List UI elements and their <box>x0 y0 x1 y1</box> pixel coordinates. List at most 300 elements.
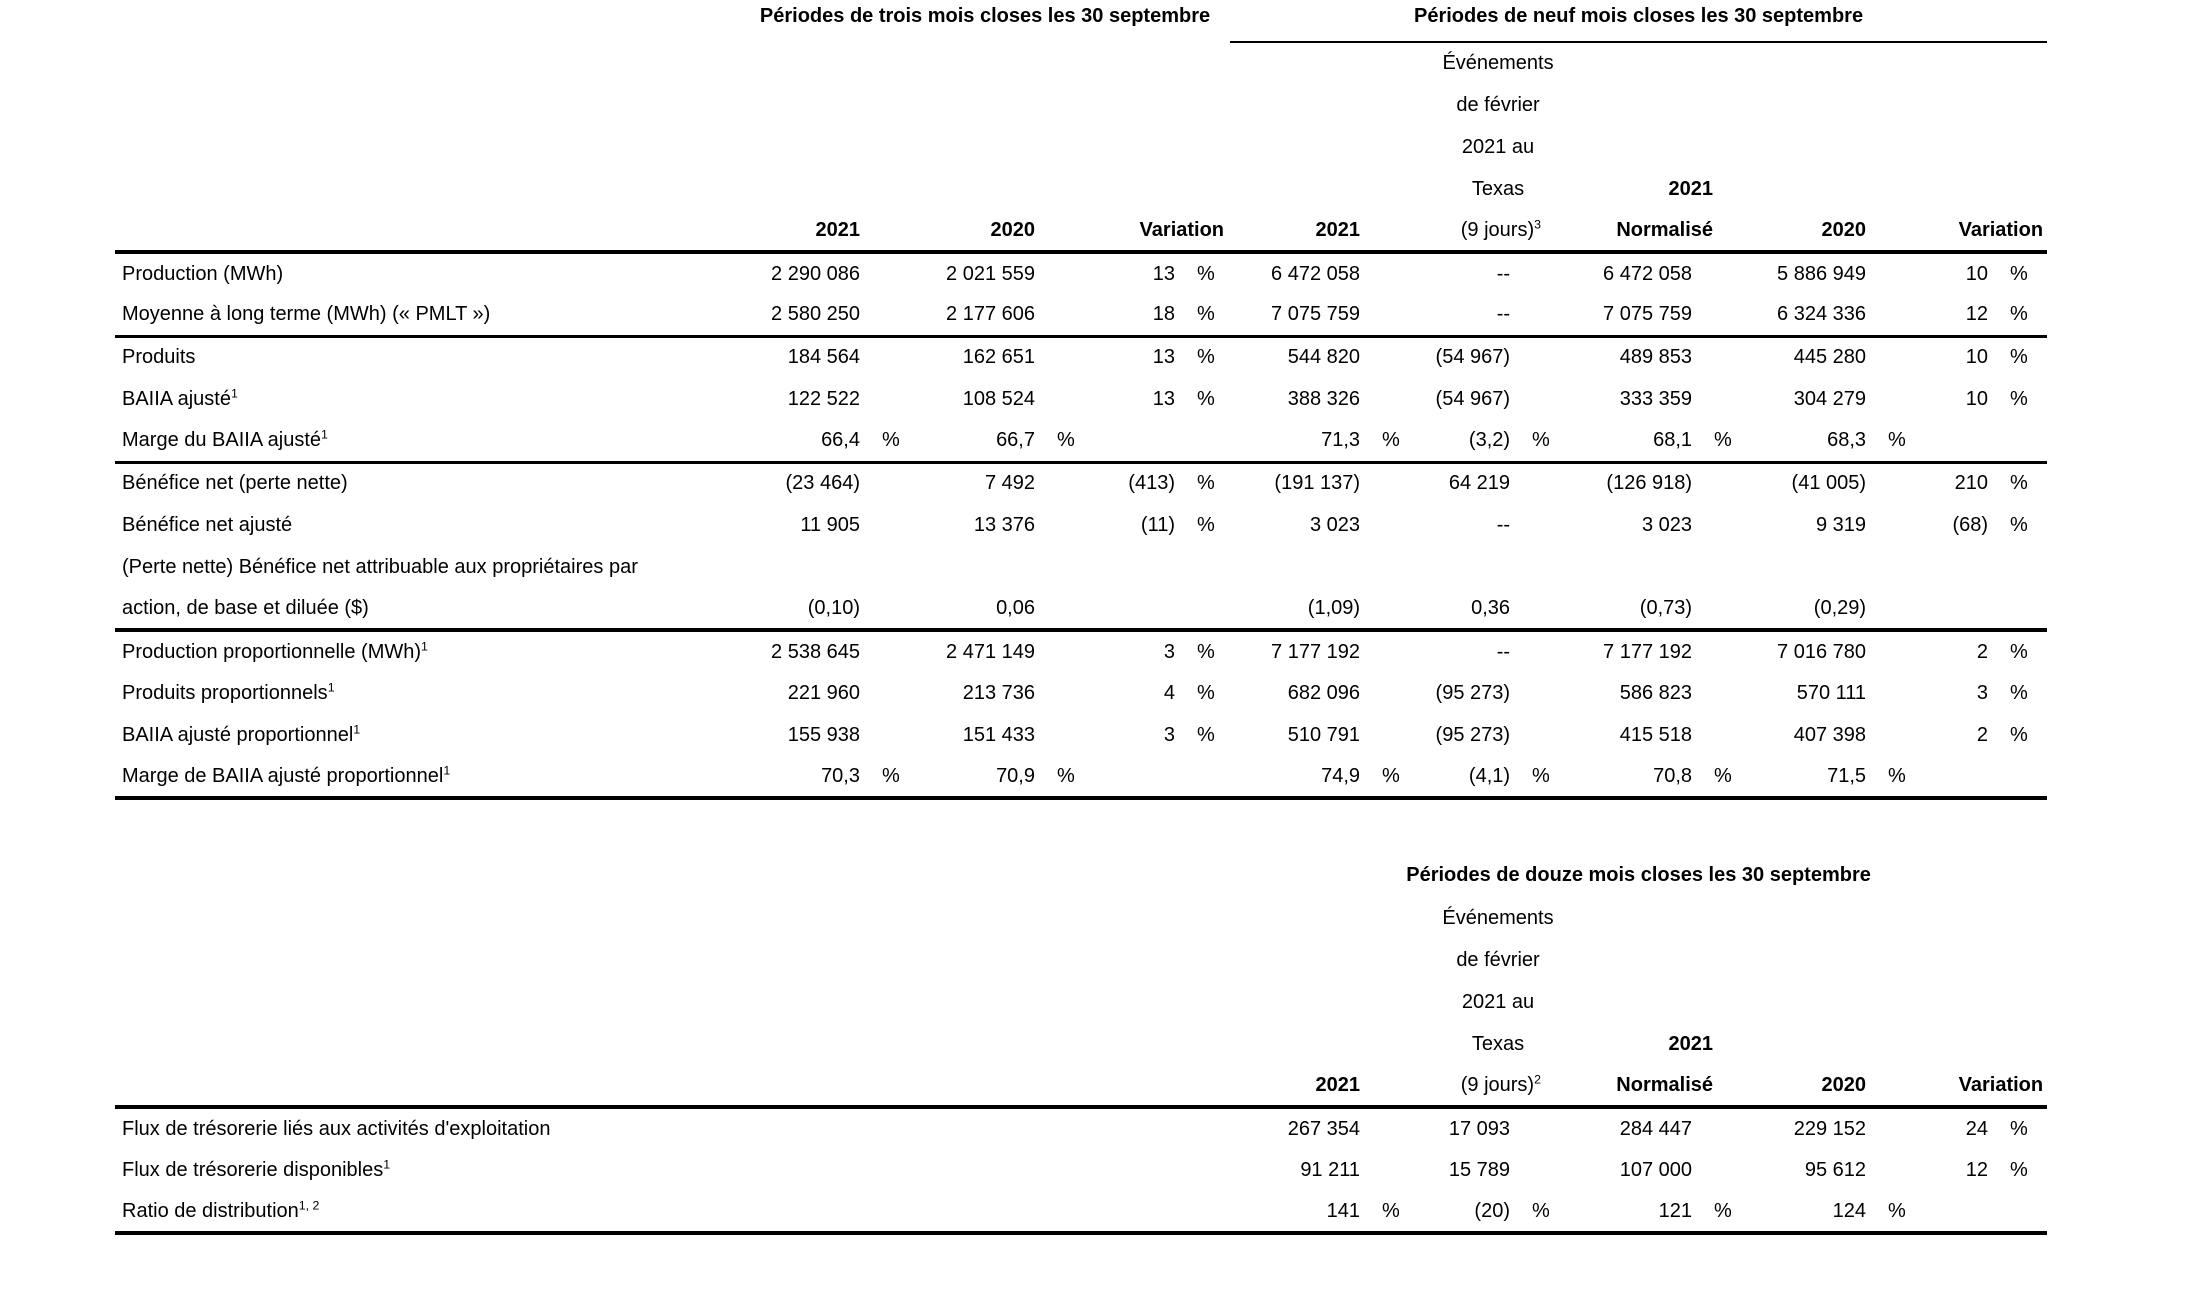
nine-days-footnote-sup: 2 <box>1534 1071 1541 1086</box>
col-header-2021-nine-month: 2021 <box>1230 210 1360 252</box>
percent-cell <box>1692 378 1737 420</box>
value-cell: 489 853 <box>1619 346 1693 369</box>
percent-cell: % <box>1035 420 1077 462</box>
stacked-header-row <box>115 168 2047 210</box>
value-cell <box>902 1191 1035 1233</box>
value-cell: 2 538 645 <box>771 640 860 663</box>
percent-cell <box>1510 1107 1555 1149</box>
row-label: BAIIA ajusté$^1$ <box>122 385 238 410</box>
col-header-2021-twelve-month: 2021 <box>1230 1065 1360 1107</box>
value-cell: 333 359 <box>1619 387 1693 410</box>
percent-cell <box>860 1149 902 1191</box>
percent-cell <box>1175 588 1230 630</box>
percent-cell: % <box>2010 723 2028 746</box>
value-cell: 70,8 <box>1555 756 1692 798</box>
percent-cell <box>1035 546 1077 588</box>
spacer-cell <box>115 981 1405 1023</box>
percent-cell <box>1360 378 1405 420</box>
percent-cell: % <box>2010 1117 2028 1140</box>
value-cell <box>1077 1149 1175 1191</box>
value-cell: 7 177 192 <box>1271 640 1361 663</box>
percent-cell: % <box>1197 723 1215 746</box>
spacer-cell <box>115 897 1405 939</box>
value-cell: 9 319 <box>1815 513 1867 536</box>
percent-cell <box>1035 630 1077 672</box>
percent-cell <box>1360 546 1405 588</box>
percent-cell: % <box>2010 640 2028 663</box>
value-cell: 2 580 250 <box>740 294 860 336</box>
percent-cell: % <box>860 756 902 798</box>
value-cell: 415 518 <box>1619 723 1693 746</box>
twelve-month-summary-table <box>115 853 2047 1235</box>
table-row <box>115 630 2047 672</box>
value-cell: 124 <box>1737 1191 1866 1233</box>
value-cell <box>1077 588 1175 630</box>
stacked-header-row <box>115 981 2047 1023</box>
value-cell: -- <box>1496 262 1511 285</box>
spacer-cell <box>115 210 740 252</box>
column-header-row <box>115 210 2047 252</box>
spacer-cell <box>1555 126 2047 168</box>
percent-cell: % <box>1866 420 1911 462</box>
percent-cell <box>1866 714 1911 756</box>
value-cell: 13 <box>1152 262 1175 285</box>
value-cell: 7 016 780 <box>1777 640 1867 663</box>
value-cell: 3 023 <box>1641 513 1693 536</box>
footnote-sup: 1 <box>443 762 451 777</box>
table-row <box>115 252 2047 294</box>
value-cell: 682 096 <box>1287 681 1361 704</box>
value-cell <box>740 1191 860 1233</box>
stacked-header-row <box>115 897 2047 939</box>
value-cell <box>1077 1107 1175 1149</box>
percent-cell <box>1360 462 1405 504</box>
spacer-cell <box>1866 210 1911 252</box>
table-row <box>115 378 2047 420</box>
texas-events-header-line2: de février <box>1456 93 1540 116</box>
col-header-2020-nine-month: 2020 <box>1737 210 1866 252</box>
percent-cell <box>1988 420 2047 462</box>
footnote-sup: 1 <box>230 385 238 400</box>
percent-cell <box>1988 546 2047 588</box>
percent-cell: % <box>2010 1158 2028 1181</box>
stacked-header-row <box>115 126 2047 168</box>
percent-cell <box>860 588 902 630</box>
value-cell: 2 <box>1976 640 1989 663</box>
value-cell: 586 823 <box>1619 681 1693 704</box>
value-cell: 2 021 559 <box>946 262 1035 285</box>
row-label: Bénéfice net ajusté <box>122 513 293 536</box>
value-cell: (0,29) <box>1737 588 1866 630</box>
col-header-nine-days <box>1405 1065 1555 1107</box>
nine-days-footnote-sup: 3 <box>1534 216 1542 231</box>
texas-events-header-line4: Texas <box>1471 177 1525 200</box>
percent-cell <box>1866 504 1911 546</box>
percent-cell <box>1988 588 2047 630</box>
percent-cell <box>1692 1149 1737 1191</box>
percent-cell <box>1360 1149 1405 1191</box>
value-cell: (3,2) <box>1405 420 1510 462</box>
stacked-header-row <box>115 939 2047 981</box>
footnote-sup: 1 <box>383 1156 391 1171</box>
percent-cell: % <box>2010 513 2028 536</box>
value-cell: (413) <box>1128 472 1175 495</box>
percent-cell <box>1360 1107 1405 1149</box>
group-title-row <box>115 0 2047 42</box>
percent-cell: % <box>1197 346 1215 369</box>
percent-cell <box>1175 1149 1230 1191</box>
percent-cell <box>860 1107 902 1149</box>
value-cell: 6 324 336 <box>1737 294 1866 336</box>
value-cell: 304 279 <box>1793 387 1867 410</box>
value-cell: 70,9 <box>902 756 1035 798</box>
value-cell: (54 967) <box>1435 387 1511 410</box>
value-cell: 3 <box>1163 640 1175 663</box>
group-title-three-months: Périodes de trois mois closes les 30 septembre <box>759 5 1211 27</box>
table-row <box>115 672 2047 714</box>
percent-cell <box>1175 1107 1230 1149</box>
table-row <box>115 1149 2047 1191</box>
value-cell <box>740 1107 860 1149</box>
percent-cell <box>1866 294 1911 336</box>
percent-cell: % <box>2010 387 2028 410</box>
spacer-cell <box>115 126 1405 168</box>
value-cell <box>1911 420 1988 462</box>
row-label: Production (MWh) <box>122 262 284 285</box>
percent-cell <box>1510 546 1555 588</box>
spacer-cell <box>1035 210 1077 252</box>
percent-cell <box>1866 630 1911 672</box>
percent-cell <box>1175 546 1230 588</box>
value-cell: 407 398 <box>1793 723 1867 746</box>
percent-cell: % <box>1692 1191 1737 1233</box>
spacer-cell <box>115 853 1230 897</box>
percent-cell <box>1866 378 1911 420</box>
texas-events-header-line1: Événements <box>1442 906 1554 929</box>
value-cell: (4,1) <box>1405 756 1510 798</box>
spacer-cell <box>115 84 1405 126</box>
value-cell: 71,3 <box>1230 420 1360 462</box>
percent-cell <box>1510 504 1555 546</box>
percent-cell: % <box>2010 346 2028 369</box>
percent-cell <box>1035 588 1077 630</box>
value-cell: 122 522 <box>787 387 860 410</box>
percent-cell <box>1035 1149 1077 1191</box>
value-cell: 5 886 949 <box>1777 262 1867 285</box>
row-label: Produits <box>122 346 196 369</box>
percent-cell <box>1175 1191 1230 1233</box>
row-label: Bénéfice net (perte nette) <box>122 472 348 495</box>
percent-cell <box>1175 420 1230 462</box>
percent-cell <box>1692 714 1737 756</box>
value-cell: 284 447 <box>1619 1117 1692 1140</box>
percent-cell <box>1866 1149 1911 1191</box>
value-cell <box>1911 756 1988 798</box>
percent-cell: % <box>1197 513 1215 536</box>
percent-cell <box>1692 462 1737 504</box>
percent-cell <box>1866 588 1911 630</box>
percent-cell <box>1035 462 1077 504</box>
value-cell: (95 273) <box>1435 723 1511 746</box>
percent-cell <box>1360 294 1405 336</box>
row-label: BAIIA ajusté proportionnel$^1$ <box>122 721 361 746</box>
percent-cell <box>1692 546 1737 588</box>
percent-cell <box>1035 294 1077 336</box>
footnote-sup: 1 <box>353 721 361 736</box>
value-cell: 388 326 <box>1287 387 1361 410</box>
percent-cell <box>1360 336 1405 378</box>
percent-cell <box>1866 462 1911 504</box>
col-header-2021-three-month: 2021 <box>740 210 860 252</box>
value-cell: 155 938 <box>787 723 860 746</box>
stacked-header-row <box>115 84 2047 126</box>
percent-cell <box>1360 252 1405 294</box>
col-header-normalized: Normalisé <box>1555 210 1737 252</box>
value-cell: 7 177 192 <box>1603 640 1693 663</box>
row-label: Ratio de distribution$^{1, 2}$ <box>115 1191 740 1233</box>
table-row <box>115 336 2047 378</box>
table-row <box>115 546 2047 588</box>
percent-cell <box>1035 1191 1077 1233</box>
table-row <box>115 462 2047 504</box>
value-cell: 68,3 <box>1737 420 1866 462</box>
percent-cell <box>1360 714 1405 756</box>
value-cell <box>1077 420 1175 462</box>
spacer-cell <box>115 168 1405 210</box>
percent-cell: % <box>1510 756 1555 798</box>
value-cell: 10 <box>1965 262 1989 285</box>
value-cell: 2 471 149 <box>946 640 1035 663</box>
percent-cell <box>1035 1107 1077 1149</box>
value-cell <box>1077 1191 1175 1233</box>
percent-cell <box>860 1191 902 1233</box>
percent-cell <box>1510 294 1555 336</box>
percent-cell: % <box>2010 472 2028 495</box>
value-cell: (68) <box>1952 513 1989 536</box>
spacer-cell <box>1555 939 2047 981</box>
percent-cell: % <box>1175 294 1230 336</box>
table-row <box>115 504 2047 546</box>
value-cell <box>1230 546 1360 588</box>
value-cell <box>1555 546 1692 588</box>
footnote-sup: 1, 2 <box>298 1197 320 1212</box>
value-cell: 210 <box>1954 472 1989 495</box>
spacer-cell <box>1555 42 2047 84</box>
value-cell: 221 960 <box>787 681 860 704</box>
percent-cell: % <box>1866 756 1911 798</box>
value-cell <box>902 546 1035 588</box>
row-label: Moyenne à long terme (MWh) (« PMLT ») <box>115 294 740 336</box>
value-cell: 2 <box>1976 723 1989 746</box>
value-cell: 141 <box>1230 1191 1360 1233</box>
percent-cell <box>860 630 902 672</box>
percent-cell <box>1866 336 1911 378</box>
col-header-nine-days <box>1405 210 1555 252</box>
percent-cell: % <box>1988 294 2047 336</box>
nine-days-label: (9 jours) <box>1460 218 1535 241</box>
percent-cell <box>1692 294 1737 336</box>
stacked-header-row <box>115 42 2047 84</box>
percent-cell <box>1035 714 1077 756</box>
percent-cell: % <box>1360 756 1405 798</box>
row-label: Marge du BAIIA ajusté$^1$ <box>115 420 740 462</box>
value-cell: 68,1 <box>1555 420 1692 462</box>
percent-cell: % <box>1360 1191 1405 1233</box>
value-cell: 3 <box>1976 681 1989 704</box>
col-header-variation-nine-month: Variation <box>1911 210 2047 252</box>
table-row <box>115 1191 2047 1233</box>
spacer-cell <box>115 42 1405 84</box>
value-cell: 2 177 606 <box>902 294 1035 336</box>
spacer-cell <box>115 939 1405 981</box>
value-cell: 74,9 <box>1230 756 1360 798</box>
percent-cell <box>860 252 902 294</box>
value-cell: (23 464) <box>785 472 860 495</box>
texas-events-header-line4: Texas <box>1471 1032 1525 1055</box>
value-cell: (54 967) <box>1435 346 1511 369</box>
percent-cell: % <box>1692 756 1737 798</box>
value-cell: 267 354 <box>1287 1117 1360 1140</box>
table-row <box>115 588 2047 630</box>
percent-cell: % <box>1197 640 1215 663</box>
row-label: Production proportionnelle (MWh)$^1$ <box>122 638 428 663</box>
percent-cell <box>1510 462 1555 504</box>
percent-cell <box>1866 672 1911 714</box>
value-cell: 66,7 <box>902 420 1035 462</box>
spacer-cell <box>115 1065 740 1107</box>
texas-events-header-line1: Événements <box>1442 52 1554 74</box>
percent-cell: % <box>1510 1191 1555 1233</box>
value-cell: 70,3 <box>740 756 860 798</box>
percent-cell <box>1510 588 1555 630</box>
value-cell: 162 651 <box>962 346 1035 369</box>
value-cell <box>1737 546 1866 588</box>
percent-cell: % <box>1866 1191 1911 1233</box>
percent-cell <box>860 336 902 378</box>
value-cell: 12 <box>1911 294 1988 336</box>
percent-cell <box>1510 1149 1555 1191</box>
value-cell <box>1077 546 1175 588</box>
percent-cell <box>1692 336 1737 378</box>
spacer-cell <box>1555 897 2047 939</box>
percent-cell <box>1692 504 1737 546</box>
value-cell: 3 023 <box>1309 513 1361 536</box>
texas-events-header-line3: 2021 au <box>1461 990 1535 1013</box>
percent-cell <box>1035 378 1077 420</box>
percent-cell: % <box>860 420 902 462</box>
value-cell: 108 524 <box>962 387 1035 410</box>
value-cell: (20) <box>1405 1191 1510 1233</box>
spacer-cell <box>1737 1023 2047 1065</box>
value-cell: 7 492 <box>984 472 1035 495</box>
value-cell <box>1911 546 1988 588</box>
percent-cell <box>1360 588 1405 630</box>
spacer-cell <box>740 1065 1230 1107</box>
value-cell: 71,5 <box>1737 756 1866 798</box>
value-cell: 229 152 <box>1793 1117 1866 1140</box>
texas-events-header-line2: de février <box>1456 948 1540 971</box>
footnote-sup: 1 <box>327 679 335 694</box>
spacer-cell <box>1737 168 2047 210</box>
table-row <box>115 756 2047 798</box>
value-cell <box>1077 756 1175 798</box>
value-cell: (0,73) <box>1555 588 1692 630</box>
nine-days-label: (9 jours) <box>1460 1073 1535 1096</box>
row-label: Produits proportionnels$^1$ <box>122 679 335 704</box>
value-cell: 7 075 759 <box>1555 294 1692 336</box>
value-cell <box>740 546 860 588</box>
spacer-cell <box>1360 1065 1405 1107</box>
percent-cell <box>1360 504 1405 546</box>
spacer-cell <box>1866 1065 1911 1107</box>
table-row <box>115 420 2047 462</box>
percent-cell <box>1510 630 1555 672</box>
percent-cell: % <box>1360 420 1405 462</box>
percent-cell <box>860 672 902 714</box>
value-cell: 11 905 <box>800 513 860 536</box>
percent-cell <box>1692 252 1737 294</box>
percent-cell: % <box>1035 756 1077 798</box>
value-cell: 6 472 058 <box>1603 262 1693 285</box>
value-cell: 12 <box>1965 1158 1988 1181</box>
group-title-twelve-months: Périodes de douze mois closes les 30 septembre <box>1406 863 1871 886</box>
value-cell: 13 <box>1152 387 1175 410</box>
three-and-nine-month-summary-table <box>115 0 2047 800</box>
value-cell <box>902 1107 1035 1149</box>
texas-events-header-line3: 2021 au <box>1461 135 1535 158</box>
value-cell: 213 736 <box>962 681 1035 704</box>
row-label: Flux de trésorerie liés aux activités d'exploitation <box>122 1117 551 1140</box>
value-cell: 570 111 <box>1796 681 1867 704</box>
value-cell <box>1911 1191 1988 1233</box>
percent-cell <box>1866 1107 1911 1149</box>
percent-cell: % <box>2010 262 2028 285</box>
value-cell: -- <box>1496 640 1511 663</box>
percent-cell <box>1510 378 1555 420</box>
value-cell: 13 <box>1152 346 1175 369</box>
spacer-cell <box>1555 84 2047 126</box>
spacer-cell <box>115 1023 1405 1065</box>
percent-cell <box>1035 252 1077 294</box>
value-cell: (95 273) <box>1435 681 1511 704</box>
percent-cell: % <box>2010 681 2028 704</box>
table-row <box>115 294 2047 336</box>
percent-cell <box>860 378 902 420</box>
spacer-cell <box>1555 981 2047 1023</box>
group-title-nine-months: Périodes de neuf mois closes les 30 septembre <box>1230 0 2047 42</box>
percent-cell <box>1510 714 1555 756</box>
percent-cell <box>1035 336 1077 378</box>
value-cell: 66,4 <box>740 420 860 462</box>
value-cell: 510 791 <box>1287 723 1361 746</box>
value-cell: 3 <box>1163 723 1175 746</box>
percent-cell <box>860 504 902 546</box>
spacer-cell <box>860 210 902 252</box>
row-label: action, de base et diluée ($) <box>115 588 740 630</box>
value-cell: (11) <box>1140 513 1175 536</box>
percent-cell <box>1692 630 1737 672</box>
percent-cell: % <box>1197 387 1215 410</box>
value-cell: (126 918) <box>1606 472 1693 495</box>
column-header-row <box>115 1065 2047 1107</box>
percent-cell <box>1988 756 2047 798</box>
value-cell: (41 005) <box>1791 472 1867 495</box>
value-cell: 4 <box>1163 681 1175 704</box>
percent-cell <box>1866 252 1911 294</box>
value-cell <box>1405 546 1510 588</box>
col-header-normalized: Normalisé <box>1555 1065 1737 1107</box>
col-header-variation-twelve-month: Variation <box>1911 1065 2047 1107</box>
